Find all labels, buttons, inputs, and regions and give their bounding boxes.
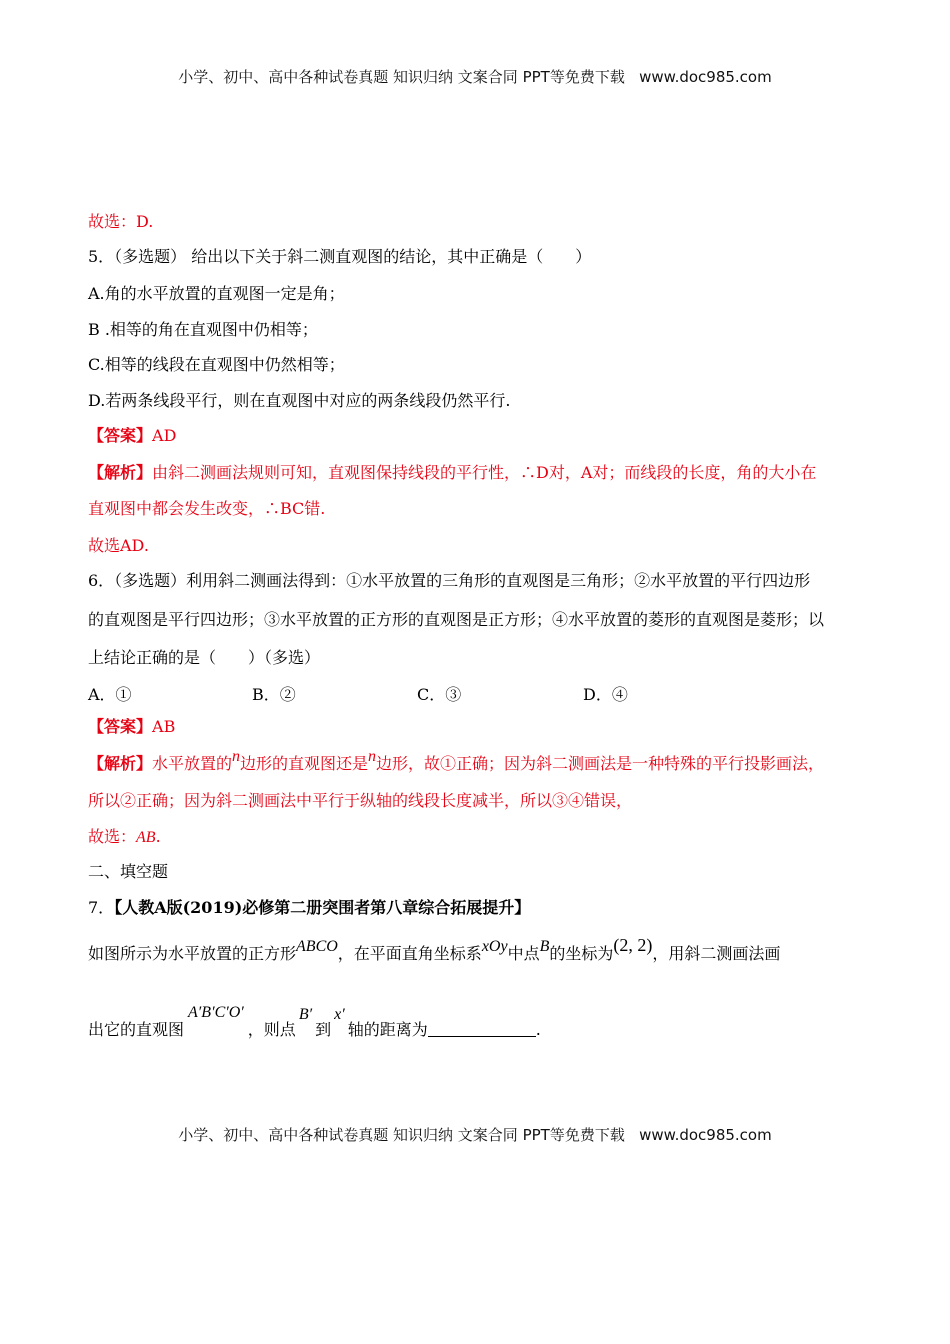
answer-tag: 【答案】 [88, 426, 153, 445]
math-point: B [539, 938, 550, 955]
q6-option-d: D．④ [583, 685, 628, 704]
q5-analysis-cont: 直观图中都会发生改变，∴BC错. [88, 499, 326, 518]
analysis-text: 水平放置的 [152, 754, 233, 773]
q7-line-2 [88, 1004, 541, 1042]
header-text: 小学、初中、高中各种试卷真题 知识归纳 文案合同 PPT等免费下载 [178, 68, 625, 86]
choice-prefix: 故选： [88, 827, 137, 846]
q6-stem-2: 的直观图是平行四边形；③水平放置的正方形的直观图是正方形；④水平放置的菱形的直观图是菱形；以 [88, 610, 825, 629]
answer-blank[interactable] [428, 1020, 536, 1037]
q6-option-c: C．③ [417, 685, 462, 704]
analysis-tag: 【解析】 [88, 463, 153, 482]
q6-stem-3: 上结论正确的是（ ）（多选） [88, 648, 321, 667]
header-site: www.doc985.com [639, 68, 772, 86]
footer-text: 小学、初中、高中各种试卷真题 知识归纳 文案合同 PPT等免费下载 [178, 1126, 625, 1144]
math-square: ABCO [296, 938, 338, 955]
q6-choice [88, 826, 161, 849]
page-header [0, 66, 950, 87]
q7-text: 到 [315, 1020, 332, 1039]
q6-option-a: A．① [88, 685, 132, 704]
math-n: n [232, 748, 241, 765]
q6-answer [88, 716, 175, 738]
math-point-prime: B′ [298, 1006, 313, 1023]
analysis-text: 边形，故①正确；因为斜二测画法是一种特殊的平行投影画法， [376, 754, 825, 773]
q7-header [88, 897, 530, 919]
math-system: xOy [481, 938, 508, 955]
answer-tag: 【答案】 [88, 717, 153, 736]
footer-site: www.doc985.com [639, 1126, 772, 1144]
q7-source: 【人教A版(2019)必修第二册突围者第八章综合拓展提升】 [114, 898, 531, 917]
q5-option-a: A.角的水平放置的直观图一定是角； [88, 284, 345, 303]
q7-text: 轴的距离为 [347, 1020, 428, 1039]
answer-value: AB [152, 717, 176, 736]
q5-choice: 故选AD. [88, 536, 149, 555]
section-title: 二、填空题 [88, 862, 169, 881]
q6-analysis-cont: 所以②正确；因为斜二测画法中平行于纵轴的线段长度减半，所以③④错误， [88, 791, 633, 810]
q5-analysis [88, 462, 816, 484]
q7-line-1 [88, 935, 781, 966]
q5-answer [88, 425, 176, 447]
page-footer [0, 1124, 950, 1145]
math-coords: (2, 2) [613, 935, 653, 955]
math-figure: A′B′C′O′ [188, 1004, 244, 1021]
q5-option-b: B .相等的角在直观图中仍相等； [88, 320, 318, 339]
math-n: n [368, 748, 377, 765]
q7-text: 出它的直观图 [88, 1020, 185, 1039]
q7-text: ，则点 [247, 1020, 296, 1039]
choice-suffix: . [155, 827, 161, 846]
q7-text: 的坐标为 [549, 944, 614, 963]
q6-analysis [88, 748, 825, 776]
q6-stem-1: 6．（多选题）利用斜二测画法得到：①水平放置的三角形的直观图是三角形；②水平放置的平行四边形 [88, 571, 811, 590]
q7-text: 如图所示为水平放置的正方形 [88, 944, 297, 963]
q5-stem: 5．（多选题） 给出以下关于斜二测直观图的结论，其中正确是（ ） [88, 247, 592, 266]
q7-number: 7． [88, 898, 115, 917]
choice-value: AB [136, 829, 156, 846]
q4-choice: 故选：D. [88, 212, 154, 231]
math-axis-prime: x′ [334, 1006, 345, 1023]
q6-option-b: B．② [252, 685, 296, 704]
analysis-text: 边形的直观图还是 [240, 754, 369, 773]
q7-text: ，在平面直角坐标系 [337, 944, 482, 963]
q7-text: 中点 [507, 944, 540, 963]
q5-option-d: D.若两条线段平行，则在直观图中对应的两条线段仍然平行. [88, 391, 511, 410]
analysis-tag: 【解析】 [88, 754, 153, 773]
q5-option-c: C.相等的线段在直观图中仍然相等； [88, 355, 345, 374]
q7-text: ，用斜二测画法画 [652, 944, 781, 963]
q7-text: . [535, 1020, 541, 1039]
answer-value: AD [152, 426, 177, 445]
analysis-text: 由斜二测画法规则可知，直观图保持线段的平行性，∴D对，A对；而线段的长度，角的大小在 [152, 463, 817, 482]
